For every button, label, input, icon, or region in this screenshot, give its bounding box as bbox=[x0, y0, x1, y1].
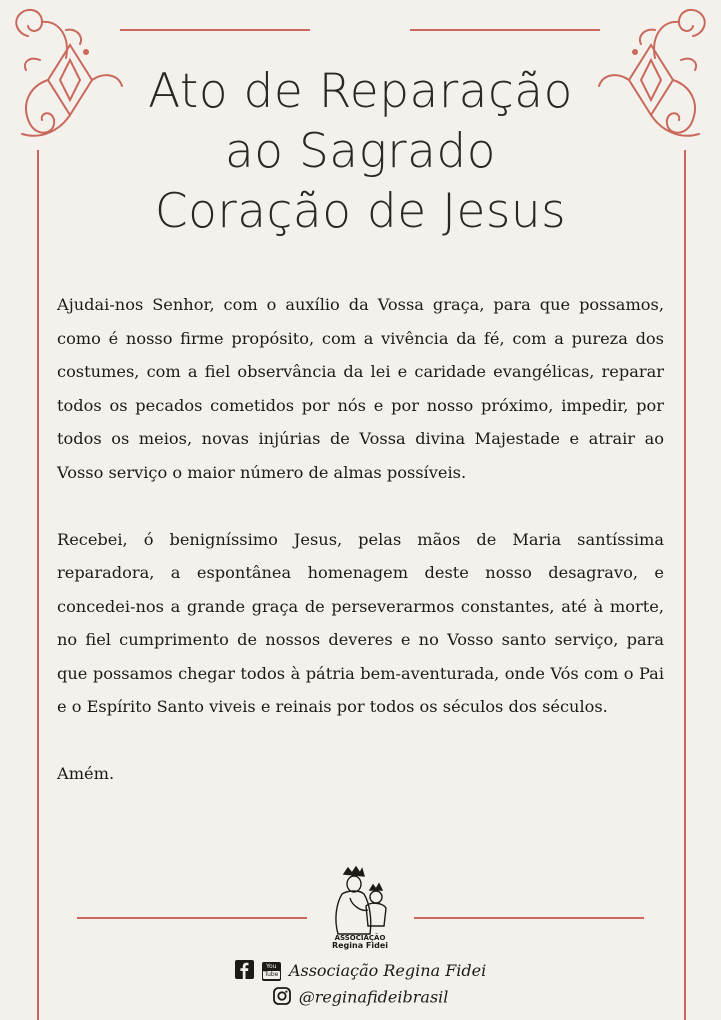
frame-bottom-right-line bbox=[414, 917, 644, 919]
logo-text-line-1: ASSOCIAÇÃO bbox=[334, 934, 386, 942]
frame-right-line bbox=[684, 150, 686, 1020]
title-line-1: Ato de Reparação bbox=[148, 64, 573, 119]
frame-top-right-line bbox=[410, 29, 600, 31]
youtube-badge-bottom: Tube bbox=[264, 971, 279, 978]
paragraph-2: Recebei, ó benigníssimo Jesus, pelas mãos de Maria santíssima reparadora, a espontânea homenagem deste nosso desagravo, e concedei-nos a grande graça de perseverarmos constantes, até à morte, no fiel cumprimento de nossos deveres e no Vosso santo serviço, para que possamos chegar todos à pátria bem-aventurada, onde Vós com o Pai e o Espírito Santo viveis e reinais por todos os séculos dos séculos. bbox=[57, 529, 664, 716]
association-logo-icon bbox=[322, 864, 398, 936]
frame-left-line bbox=[37, 150, 39, 1020]
page-title bbox=[80, 62, 641, 242]
instagram-icon[interactable] bbox=[273, 987, 291, 1009]
footer-social bbox=[0, 960, 721, 983]
frame-top-left-line bbox=[120, 29, 310, 31]
logo-text bbox=[300, 934, 420, 950]
footer-instagram bbox=[0, 987, 721, 1009]
logo-text-line-2: Regina Fidei bbox=[331, 941, 389, 950]
paragraph-1: Ajudai-nos Senhor, com o auxílio da Vossa graça, para que possamos, como é nosso firme propósito, com a vivência da fé, com a pureza dos costumes, com a fiel observância da lei e caridade evangélicas, reparar todos os pecados cometidos por nós e por nosso próximo, impedir, por todos os meios, novas injúrias de Vossa divina Majestade e atrair ao Vosso serviço o maior número de almas possíveis. bbox=[57, 295, 664, 482]
title-line-2: ao Sagrado bbox=[224, 124, 497, 179]
youtube-badge-top: You bbox=[266, 963, 277, 970]
prayer-body bbox=[57, 288, 664, 791]
paragraph-amen: Amém. bbox=[57, 764, 115, 783]
youtube-icon[interactable] bbox=[262, 962, 281, 981]
facebook-icon[interactable] bbox=[235, 960, 254, 983]
association-name: Associação Regina Fidei bbox=[288, 961, 487, 980]
frame-bottom-left-line bbox=[77, 917, 307, 919]
title-line-3: Coração de Jesus bbox=[154, 184, 567, 239]
instagram-handle[interactable]: @reginafideibrasil bbox=[298, 987, 449, 1007]
